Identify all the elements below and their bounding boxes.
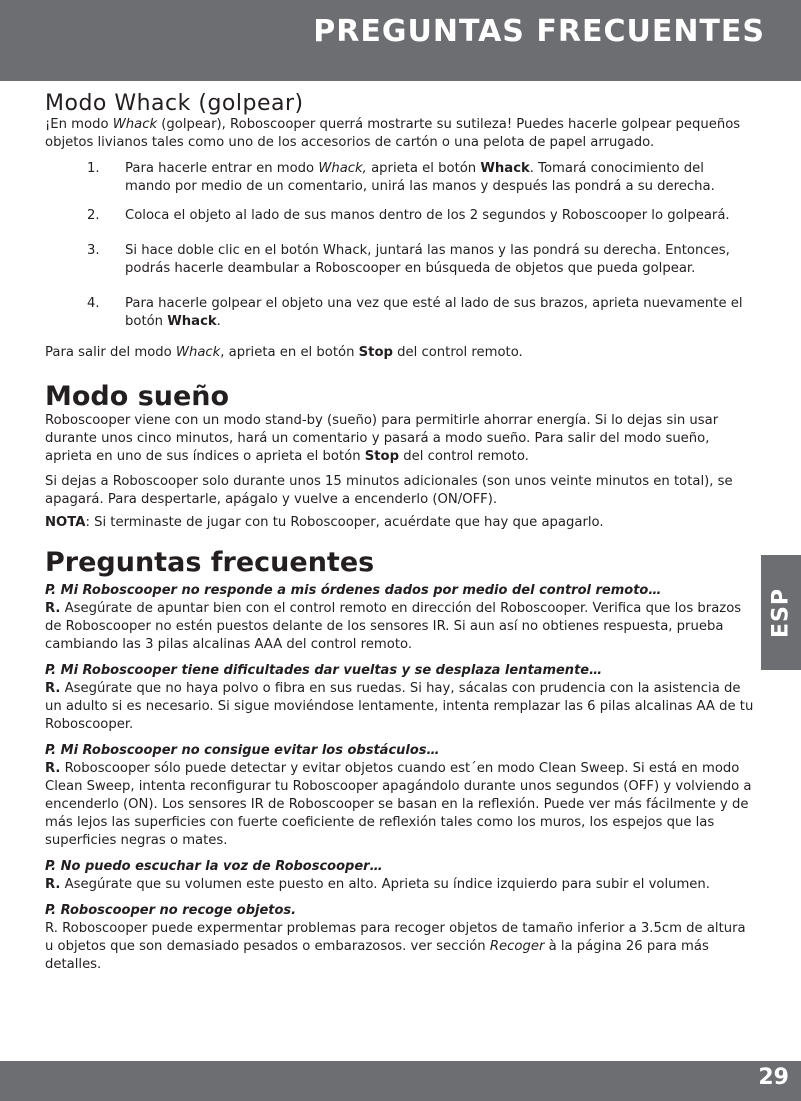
faq-item: [45, 858, 757, 894]
faq-answer: R. Roboscooper puede expermentar problemas para recoger objetos de tamaño inferior a 3.5cm de altura u objetos que son demasiado pesados o embarazosos. ver sección Recoger à la página 26 para más detalles.: [45, 920, 746, 972]
whack-step: [45, 295, 757, 331]
whack-intro: ¡En modo Whack (golpear), Roboscooper querrá mostrarte su sutileza! Puedes hacerle golpear pequeños objetos livianos tales como uno de los accesorios de cartón o una pelota de papel arrugado.: [45, 117, 741, 151]
faq-item: [45, 742, 757, 850]
step-number: 1.: [87, 161, 100, 177]
faq-question: P. No puedo escuchar la voz de Roboscooper…: [45, 858, 383, 874]
whack-mode-heading: Modo Whack (golpear): [45, 91, 304, 116]
faq-question: P. Roboscooper no recoge objetos.: [45, 902, 297, 918]
whack-step: [45, 242, 757, 278]
step-text: Para hacerle golpear el objeto una vez que esté al lado de sus brazos, aprieta nuevamente el botón Whack.: [125, 296, 743, 330]
whack-step: [45, 160, 757, 196]
page-header-title: PREGUNTAS FRECUENTES: [313, 14, 765, 49]
faq-item: [45, 662, 757, 734]
faq-item: [45, 582, 757, 654]
sleep-para-1: Roboscooper viene con un modo stand-by (sueño) para permitirle ahorrar energía. Si lo dejas sin usar durante unos cinco minutos, hará un comentario y pasará a modo sueño. Para salir del modo sueño, aprieta en uno de sus índices o aprieta el botón Stop del control remoto.: [45, 412, 719, 464]
faq-question: P. Mi Roboscooper no responde a mis órdenes dados por medio del control remoto…: [45, 582, 662, 598]
whack-steps-list: [45, 160, 757, 331]
whack-exit-instructions: Para salir del modo Whack, aprieta en el botón Stop del control remoto.: [45, 345, 523, 361]
faq-answer: R. Asegúrate que su volumen este puesto en alto. Aprieta su índice izquierdo para subir el volumen.: [45, 876, 710, 892]
sleep-para-2: Si dejas a Roboscooper solo durante unos 15 minutos adicionales (son unos veinte minutos en total), se apagará. Para despertarle, apágalo y vuelve a encenderlo (ON/OFF).: [45, 473, 733, 507]
faq-item: [45, 902, 757, 974]
faq-answer: R. Asegúrate que no haya polvo o fibra en sus ruedas. Si hay, sácalas con prudencia con la asistencia de un adulto si es necesario. Si sigue moviéndose lentamente, intenta remplazar las 6 pilas alcalinas AA de tu Roboscooper.: [45, 680, 754, 732]
step-number: 2.: [87, 208, 100, 224]
sleep-mode-heading: Modo sueño: [45, 381, 230, 413]
step-text: Para hacerle entrar en modo Whack, aprieta el botón Whack. Tomará conocimiento del mando por medio de un comentario, unirá las manos y después las pondrá a su derecha.: [125, 161, 715, 195]
step-text: Si hace doble clic en el botón Whack, juntará las manos y las pondrá su derecha. Entonces, podrás hacerle deambular a Roboscooper en búsqueda de objetos que pueda golpear.: [125, 243, 730, 277]
whack-step: [45, 207, 757, 225]
faq-answer: R. Asegúrate de apuntar bien con el control remoto en dirección del Roboscooper. Verifica que los brazos de Roboscooper no estén puestos delante de los sensores IR. Si aun así no obtienes respuesta, prueba cambiando las 3 pilas alcalinas AAA del control remoto.: [45, 600, 742, 652]
step-text: Coloca el objeto al lado de sus manos dentro de los 2 segundos y Roboscooper lo golpeará.: [125, 208, 730, 224]
header-bar: [0, 0, 801, 81]
faq-heading: Preguntas frecuentes: [45, 546, 375, 578]
faq-question: P. Mi Roboscooper no consigue evitar los obstáculos…: [45, 742, 440, 758]
faq-question: P. Mi Roboscooper tiene dificultades dar vueltas y se desplaza lentamente…: [45, 662, 603, 678]
page-number: 29: [758, 1065, 789, 1090]
faq-answer: R. Roboscooper sólo puede detectar y evitar objetos cuando est´en modo Clean Sweep. Si está en modo Clean Sweep, intenta reconfigurar tu Roboscooper apagándolo durante unos segundos (OFF) y volviendo a encenderlo (ON). Los sensores IR de Roboscooper se basan en la reflexión. Puede ver más fácilmente y de más lejos las superficies con fuerte coeficiente de reflexión tales como los muros, los espejos que las superficies negras o mates.: [45, 760, 752, 848]
step-number: 4.: [87, 296, 100, 312]
step-number: 3.: [87, 243, 100, 259]
language-tab-label: ESP: [768, 587, 794, 638]
sleep-note: NOTA: Si terminaste de jugar con tu Roboscooper, acuérdate que hay que apagarlo.: [45, 514, 604, 530]
language-tab: [761, 555, 801, 670]
footer-bar: [0, 1061, 801, 1101]
page-content: [45, 92, 757, 974]
